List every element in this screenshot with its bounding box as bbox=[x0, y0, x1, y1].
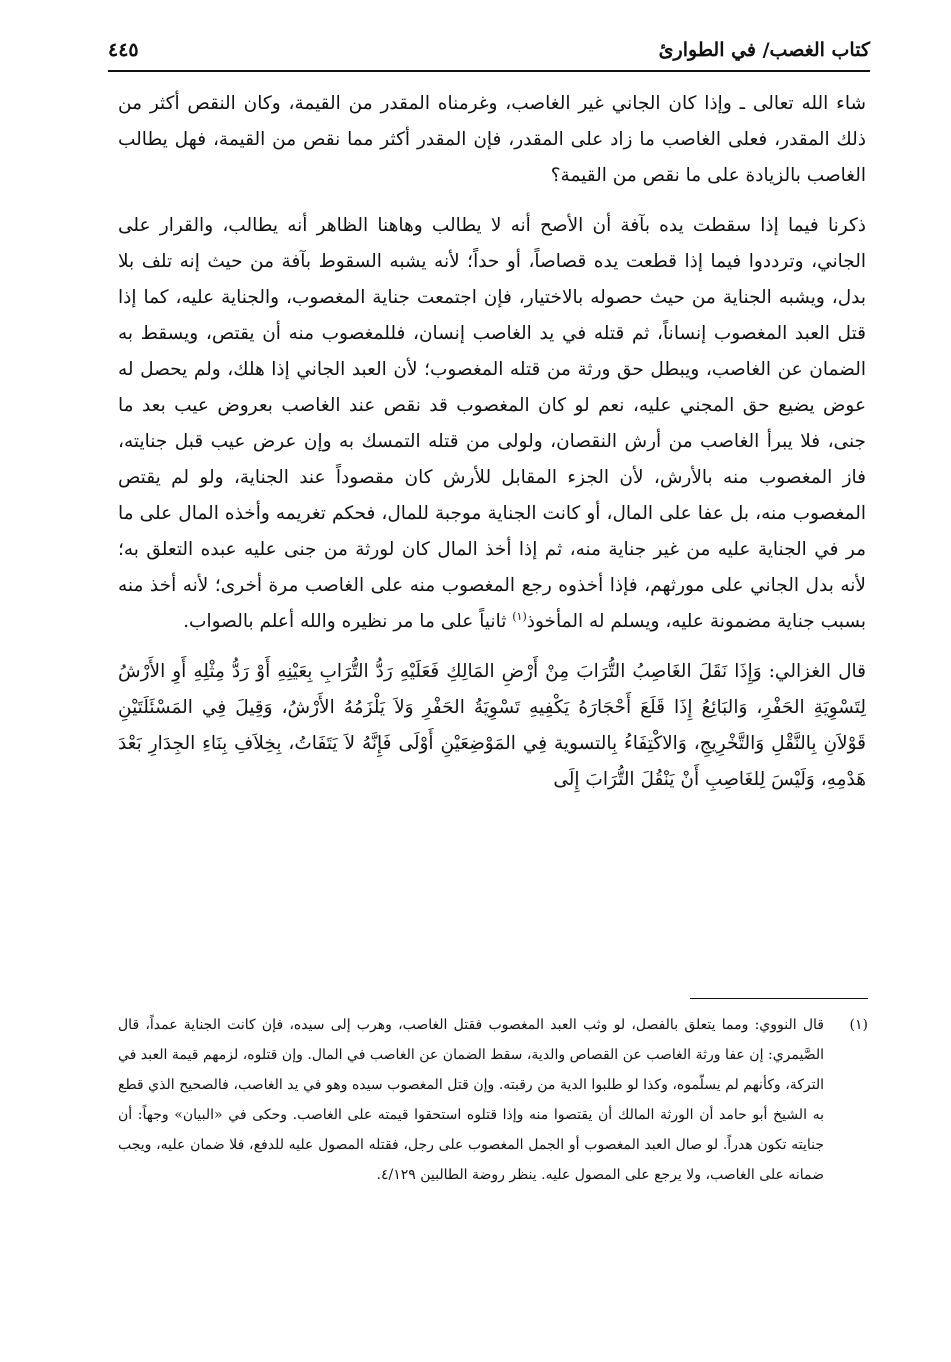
page-number: ٤٤٥ bbox=[108, 39, 139, 61]
footnote-reference[interactable]: (١) bbox=[512, 609, 527, 623]
header-rule bbox=[108, 70, 870, 72]
footnote-text: قال النووي: ومما يتعلق بالفصل، لو وثب العبد المغصوب فقتل الغاصب، وهرب إلى سيده، فإن كانت الجناية عمداً، قال الصَّيمري: إن عفا ورثة الغاصب عن القصاص والدية، سقط الضمان عن الغاصب في المال. وإن قتلوه، لزمهم قيمة العبد في التركة، وكأنهم لم يسلّموه، وكذا لو طلبوا الدية من رقبته. وإن قتل المغصوب سيده وهو في يد الغاصب، فالصحيح الذي قطع به الشيخ أبو حامد أن الورثة المالك أن يقتصوا منه وإذا قتلوه استحقوا قيمته على الغاصب. وحكى في «البيان» وجهاً: أن جنايته تكون هدراً. لو صال العبد المغصوب أو الجمل المغصوب على رجل، فقتله المصول عليه للدفع، فلا ضمان عليه، ويجب ضمانه على الغاصب، ولا يرجع على المصول عليه. ينظر روضة الطالبين ٤/١٢٩. bbox=[118, 1017, 825, 1183]
footnote-separator bbox=[690, 998, 868, 999]
paragraph-2-text: ذكرنا فيما إذا سقطت يده بآفة أن الأصح أنه لا يطالب وهاهنا الظاهر أنه يطالب، والقرار على الجاني، وترددوا فيما إذا قطعت يده قصاصاً، أو حداً؛ لأنه يشبه السقوط بآفة من حيث إنه تلف بلا بدل، ويشبه الجناية من حيث حصوله بالاختيار، فإن اجتمعت جناية المغصوب، والجناية عليه، كما إذا قتل العبد المغصوب إنساناً، ثم قتله في يد الغاصب إنسان، فللمغصوب منه أن يقتص، ويسقط به الضمان عن الغاصب، ويبطل حق ورثة من قتله المغصوب؛ لأن العبد الجاني إذا هلك، ولم يحصل له عوض يضيع حق المجني عليه، نعم لو كان المغصوب قد نقص عند الغاصب بعروض عيب بعد ما جنى، فلا يبرأ الغاصب من أرش النقصان، ولولى من قتله التمسك به وإن عرض عيب قبل جنايته، فاز المغصوب منه بالأرش، لأن الجزء المقابل للأرش كان مقصوداً عند الجناية، ولو لم يقتص المغصوب منه، بل عفا على المال، أو كانت الجناية موجبة للمال، فحكم تغريمه وأخذه المال على ما مر في الجناية عليه من غير جناية منه، ثم إذا أخذ المال كان لورثة من جنى عليه عبده التعلق به؛ لأنه بدل الجاني على مورثهم، فإذا أخذوه رجع المغصوب منه على الغاصب مرة أخرى؛ لأنه أخذ منه بسبب جناية مضمونة عليه، ويسلم له المأخوذ bbox=[118, 215, 866, 632]
footnote bbox=[118, 1010, 868, 1190]
paragraph-2 bbox=[118, 208, 866, 640]
page-header bbox=[108, 30, 870, 70]
paragraph-3-ghazali-quote: قال الغزالي: وَإِذَا نَقَلَ الغَاصِبُ التُّرَابَ مِنْ أَرْضِ المَالِكِ فَعَلَيْهِ رَدُّ التُّرَابِ بِعَيْنِهِ أَوْ رَدُّ مِثْلِهِ أَوِ الأَرْشُ لِتَسْوِيَةِ الحَفْرِ، وَالبَائِعُ إِذَا قَلَعَ أَحْجَارَهُ يَكْفِيهِ تَسْوِيَةُ الحَفْرِ وَلاَ يَلْزَمُهُ الأَرْشُ، وَقِيلَ فِي المَسْئَلَتَيْنِ قَوْلاَنِ بِالنَّقْلِ وَالتَّخْرِيجِ، وَالاكْتِفَاءُ بِالتسوية فِي المَوْضِعَيْنِ أَوْلَى فَإِنَّهُ لاَ يَتَفَاتُ، بِخِلاَفِ بِنَاءِ الجِدَارِ بَعْدَ هَدْمِهِ، وَلَيْسَ لِلغَاصِبِ أَنْ يَنْقُلَ التُّرَابَ إِلَى bbox=[118, 661, 866, 790]
paragraph-1: شاء الله تعالى ـ وإذا كان الجاني غير الغاصب، وغرمناه المقدر من القيمة، وكان النقص أكثر من ذلك المقدر، فعلى الغاصب ما زاد على المقدر، فإن المقدر أكثر مما نقص من القيمة، فهل يطالب الغاصب بالزيادة على ما نقص من القيمة؟ bbox=[118, 93, 866, 186]
running-title: كتاب الغصب/ في الطوارئ bbox=[658, 39, 870, 61]
footnote-number: (١) bbox=[849, 1017, 868, 1033]
paragraph-2-ending: ثانياً على ما مر نظيره والله أعلم بالصواب. bbox=[183, 611, 513, 632]
main-text bbox=[118, 86, 866, 798]
